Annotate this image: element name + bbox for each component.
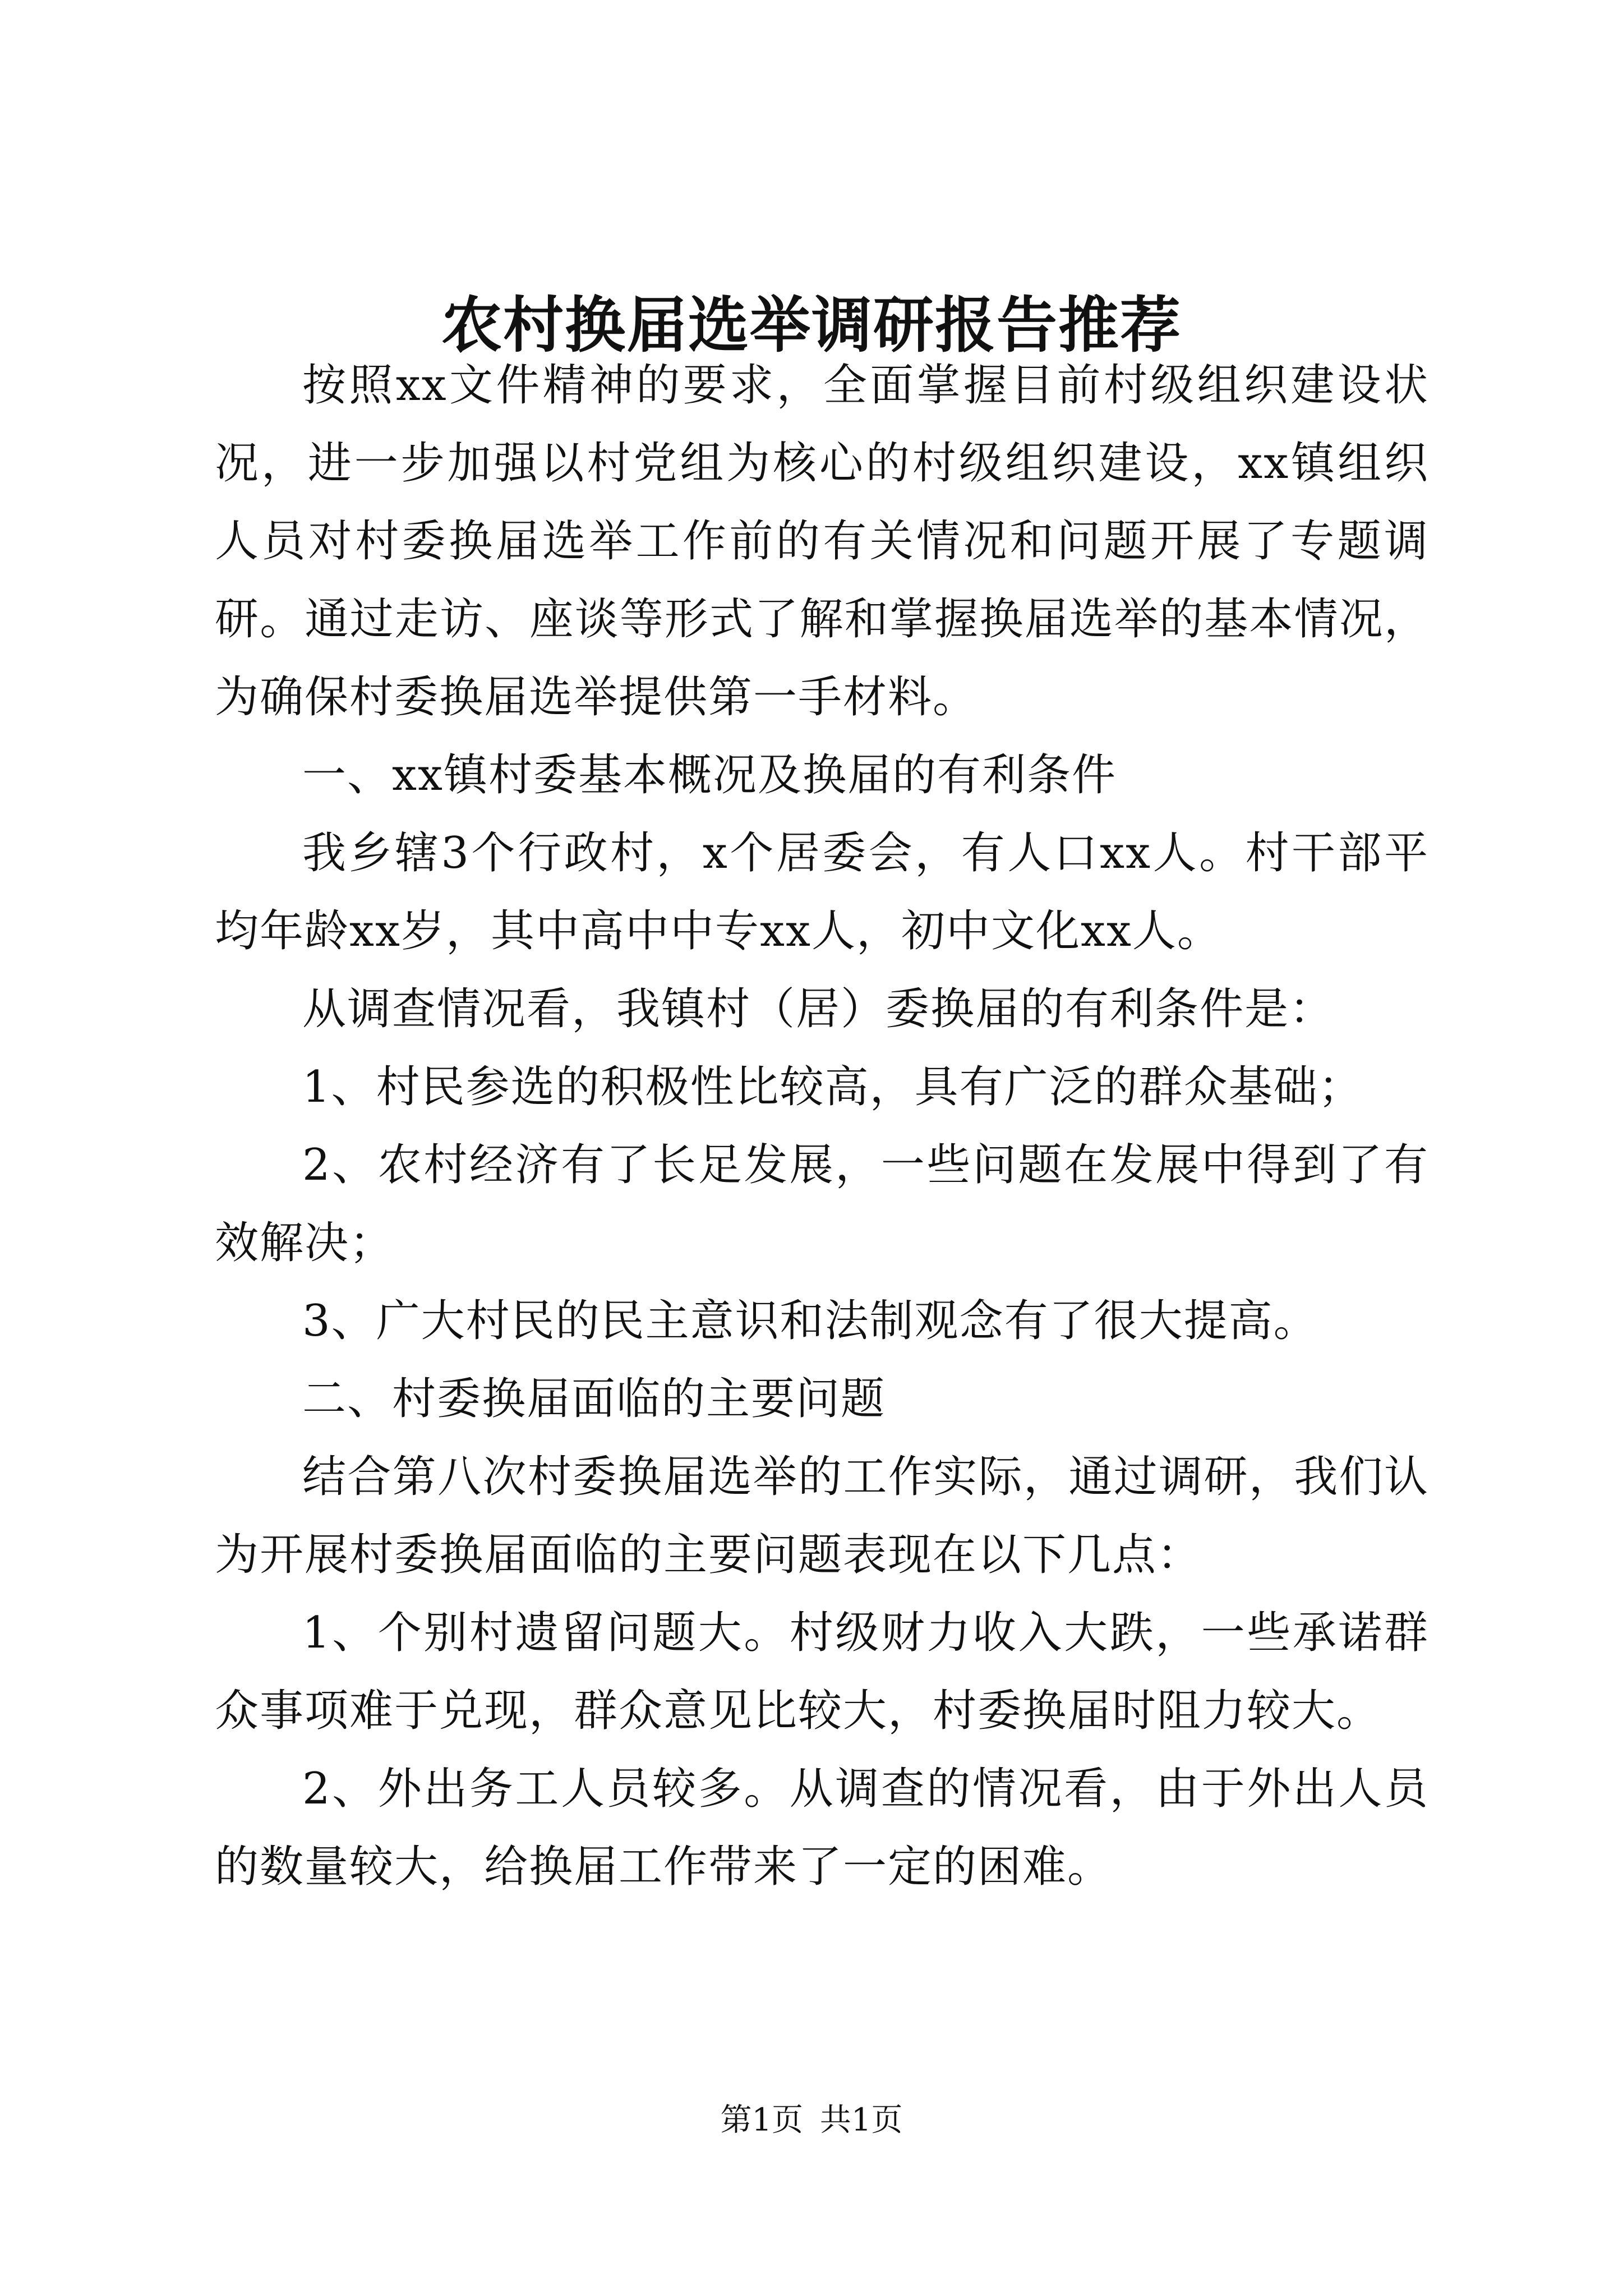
paragraph-overview: 我乡辖3个行政村，x个居委会，有人口xx人。村干部平均年龄xx岁，其中高中中专xx人，初中文化xx人。	[215, 828, 1429, 956]
page-number: 第1页	[720, 2102, 804, 2138]
list-item-condition-2: 2、农村经济有了长足发展，一些问题在发展中得到了有效解决；	[215, 1140, 1429, 1268]
document-body	[215, 347, 1429, 1906]
paragraph-conditions-intro: 从调查情况看，我镇村（居）委换届的有利条件是：	[302, 984, 1335, 1034]
section-heading-2: 二、村委换届面临的主要问题	[302, 1374, 886, 1424]
page-footer	[0, 2098, 1623, 2143]
list-item-problem-1: 1、个别村遗留问题大。村级财力收入大跌，一些承诺群众事项难于兑现，群众意见比较大，村委换届时阻力较大。	[215, 1608, 1429, 1736]
list-item-condition-1: 1、村民参选的积极性比较高，具有广泛的群众基础；	[302, 1062, 1363, 1112]
document-title: 农村换届选举调研报告推荐	[441, 290, 1182, 361]
paragraph-intro: 按照xx文件精神的要求，全面掌握目前村级组织建设状况，进一步加强以村党组为核心的村级组织建设，xx镇组织人员对村委换届选举工作前的有关情况和问题开展了专题调研。通过走访、座谈等形式了解和掌握换届选举的基本情况，为确保村委换届选举提供第一手材料。	[215, 360, 1429, 723]
page-total: 共1页	[819, 2102, 903, 2138]
list-item-problem-2: 2、外出务工人员较多。从调查的情况看，由于外出人员的数量较大，给换届工作带来了一定的困难。	[215, 1764, 1429, 1892]
paragraph-problems-intro: 结合第八次村委换届选举的工作实际，通过调研，我们认为开展村委换届面临的主要问题表现在以下几点：	[215, 1452, 1429, 1580]
list-item-condition-3: 3、广大村民的民主意识和法制观念有了很大提高。	[302, 1296, 1318, 1346]
section-heading-1: 一、xx镇村委基本概况及换届的有利条件	[302, 750, 1117, 800]
